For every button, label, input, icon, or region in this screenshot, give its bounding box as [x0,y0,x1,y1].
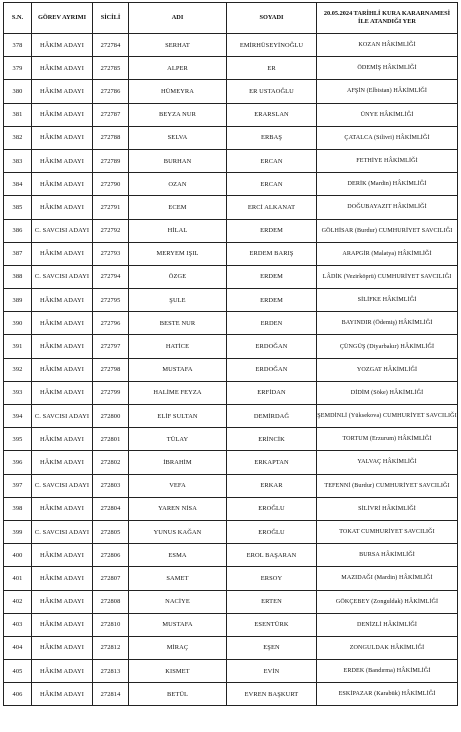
table-row [4,544,458,567]
cell-adi: YUNUS KAĞAN [129,520,227,543]
cell-sicili: 272810 [93,613,129,636]
cell-sn: 400 [4,544,32,567]
cell-soyadi: ERDEM [227,289,317,312]
cell-adi: ELİF SULTAN [129,405,227,428]
cell-atandigi-yer: YOZGAT HÂKİMLİĞİ [317,358,458,381]
cell-sn: 406 [4,683,32,706]
table-row [4,34,458,57]
cell-adi: ŞULE [129,289,227,312]
cell-adi: MERYEM IŞIL [129,242,227,265]
cell-sn: 389 [4,289,32,312]
cell-sicili: 272813 [93,660,129,683]
cell-adi: HATİCE [129,335,227,358]
cell-soyadi: ERDOĞAN [227,358,317,381]
header-sicili: SİCİLİ [93,3,129,34]
cell-gorev-ayrimi: C. SAVCISI ADAYI [32,219,93,242]
cell-sn: 381 [4,103,32,126]
cell-soyadi: EMİRHÜSEYİNOĞLU [227,34,317,57]
cell-soyadi: ERDEM [227,265,317,288]
table-row [4,636,458,659]
table-row [4,126,458,149]
cell-gorev-ayrimi: HÂKİM ADAYI [32,312,93,335]
cell-gorev-ayrimi: HÂKİM ADAYI [32,103,93,126]
cell-soyadi: EVREN BAŞKURT [227,683,317,706]
cell-adi: HİLAL [129,219,227,242]
cell-adi: TÜLAY [129,428,227,451]
table-row [4,242,458,265]
table-row [4,57,458,80]
cell-atandigi-yer: DERİK (Mardin) HÂKİMLİĞİ [317,173,458,196]
cell-atandigi-yer: TEFENNİ (Burdur) CUMHURİYET SAVCILIĞI [317,474,458,497]
cell-adi: SELVA [129,126,227,149]
cell-gorev-ayrimi: HÂKİM ADAYI [32,358,93,381]
cell-adi: BEYZA NUR [129,103,227,126]
cell-gorev-ayrimi: HÂKİM ADAYI [32,451,93,474]
table-row [4,613,458,636]
cell-adi: BESTE NUR [129,312,227,335]
cell-atandigi-yer: ÇATALCA (Silivri) HÂKİMLİĞİ [317,126,458,149]
cell-sicili: 272793 [93,242,129,265]
cell-atandigi-yer: YALVAÇ HÂKİMLİĞİ [317,451,458,474]
cell-sicili: 272787 [93,103,129,126]
cell-soyadi: ERKAPTAN [227,451,317,474]
cell-gorev-ayrimi: HÂKİM ADAYI [32,381,93,404]
cell-atandigi-yer: ESKİPAZAR (Karabük) HÂKİMLİĞİ [317,683,458,706]
header-gorev-ayrimi: GÖREV AYRIMI [32,3,93,34]
cell-sicili: 272791 [93,196,129,219]
cell-gorev-ayrimi: HÂKİM ADAYI [32,613,93,636]
cell-gorev-ayrimi: C. SAVCISI ADAYI [32,474,93,497]
cell-adi: ECEM [129,196,227,219]
cell-atandigi-yer: DENİZLİ HÂKİMLİĞİ [317,613,458,636]
cell-sn: 397 [4,474,32,497]
cell-sicili: 272788 [93,126,129,149]
cell-atandigi-yer: DOĞUBAYAZIT HÂKİMLİĞİ [317,196,458,219]
cell-atandigi-yer: GÖKÇEBEY (Zonguldak) HÂKİMLİĞİ [317,590,458,613]
cell-adi: HÜMEYRA [129,80,227,103]
cell-sn: 383 [4,149,32,172]
cell-gorev-ayrimi: HÂKİM ADAYI [32,567,93,590]
table-row [4,590,458,613]
cell-soyadi: EROĞLU [227,497,317,520]
cell-adi: NACİYE [129,590,227,613]
cell-atandigi-yer: BURSA HÂKİMLİĞİ [317,544,458,567]
cell-sicili: 272799 [93,381,129,404]
table-row [4,196,458,219]
cell-atandigi-yer: SİLİVRİ HÂKİMLİĞİ [317,497,458,520]
cell-sn: 401 [4,567,32,590]
cell-adi: MUSTAFA [129,613,227,636]
table-row [4,173,458,196]
cell-adi: VEFA [129,474,227,497]
cell-sn: 393 [4,381,32,404]
cell-soyadi: ERBAŞ [227,126,317,149]
table-row [4,474,458,497]
cell-soyadi: DEMİRDAĞ [227,405,317,428]
cell-atandigi-yer: AFŞİN (Elbistan) HÂKİMLİĞİ [317,80,458,103]
cell-soyadi: ERARSLAN [227,103,317,126]
table-row [4,405,458,428]
cell-gorev-ayrimi: C. SAVCISI ADAYI [32,405,93,428]
cell-soyadi: ERKAR [227,474,317,497]
table-row [4,219,458,242]
table-row [4,103,458,126]
cell-atandigi-yer: GÖLHİSAR (Burdur) CUMHURİYET SAVCILIĞI [317,219,458,242]
cell-adi: İBRAHİM [129,451,227,474]
cell-sn: 378 [4,34,32,57]
cell-sn: 403 [4,613,32,636]
cell-adi: HALİME FEYZA [129,381,227,404]
table-row [4,289,458,312]
cell-soyadi: ERDOĞAN [227,335,317,358]
cell-gorev-ayrimi: HÂKİM ADAYI [32,80,93,103]
table-row [4,428,458,451]
cell-sn: 380 [4,80,32,103]
cell-atandigi-yer: ZONGULDAK HÂKİMLİĞİ [317,636,458,659]
cell-soyadi: ERDEM BARIŞ [227,242,317,265]
cell-soyadi: ERCİ ALKANAT [227,196,317,219]
cell-gorev-ayrimi: HÂKİM ADAYI [32,57,93,80]
table-row [4,683,458,706]
table-header-row [4,3,458,34]
cell-sicili: 272806 [93,544,129,567]
table-body [4,34,458,706]
cell-soyadi: ERCAN [227,173,317,196]
cell-adi: MUSTAFA [129,358,227,381]
cell-sicili: 272804 [93,497,129,520]
cell-gorev-ayrimi: HÂKİM ADAYI [32,590,93,613]
cell-gorev-ayrimi: HÂKİM ADAYI [32,636,93,659]
table-row [4,358,458,381]
cell-atandigi-yer: ÖDEMİŞ HÂKİMLİĞİ [317,57,458,80]
cell-atandigi-yer: FETHİYE HÂKİMLİĞİ [317,149,458,172]
cell-adi: ÖZGE [129,265,227,288]
cell-soyadi: ERDEM [227,219,317,242]
cell-sn: 386 [4,219,32,242]
cell-sn: 392 [4,358,32,381]
cell-adi: SAMET [129,567,227,590]
cell-sicili: 272814 [93,683,129,706]
header-soyadi: SOYADI [227,3,317,34]
cell-sn: 382 [4,126,32,149]
cell-sn: 395 [4,428,32,451]
cell-gorev-ayrimi: HÂKİM ADAYI [32,428,93,451]
cell-sn: 396 [4,451,32,474]
cell-soyadi: ERTEN [227,590,317,613]
cell-gorev-ayrimi: C. SAVCISI ADAYI [32,520,93,543]
cell-sicili: 272795 [93,289,129,312]
cell-atandigi-yer: KOZAN HÂKİMLİĞİ [317,34,458,57]
cell-sn: 387 [4,242,32,265]
cell-sicili: 272790 [93,173,129,196]
cell-atandigi-yer: ÜNYE HÂKİMLİĞİ [317,103,458,126]
cell-sicili: 272786 [93,80,129,103]
cell-sicili: 272807 [93,567,129,590]
cell-sicili: 272803 [93,474,129,497]
cell-sicili: 272798 [93,358,129,381]
cell-adi: OZAN [129,173,227,196]
cell-sn: 379 [4,57,32,80]
cell-soyadi: EROĞLU [227,520,317,543]
cell-sicili: 272805 [93,520,129,543]
cell-atandigi-yer: DİDİM (Söke) HÂKİMLİĞİ [317,381,458,404]
cell-atandigi-yer: TOKAT CUMHURİYET SAVCILIĞI [317,520,458,543]
cell-sn: 385 [4,196,32,219]
cell-adi: BETÜL [129,683,227,706]
cell-gorev-ayrimi: HÂKİM ADAYI [32,242,93,265]
cell-atandigi-yer: ERDEK (Bandırma) HÂKİMLİĞİ [317,660,458,683]
cell-soyadi: ERİNCİK [227,428,317,451]
cell-sn: 384 [4,173,32,196]
cell-sn: 398 [4,497,32,520]
cell-gorev-ayrimi: HÂKİM ADAYI [32,683,93,706]
cell-sicili: 272802 [93,451,129,474]
cell-adi: BURHAN [129,149,227,172]
cell-gorev-ayrimi: HÂKİM ADAYI [32,497,93,520]
cell-atandigi-yer: BAYINDIR (Ödemiş) HÂKİMLİĞİ [317,312,458,335]
cell-gorev-ayrimi: C. SAVCISI ADAYI [32,265,93,288]
cell-sicili: 272784 [93,34,129,57]
cell-soyadi: EŞEN [227,636,317,659]
cell-atandigi-yer: ŞEMDİNLİ (Yüksekova) CUMHURİYET SAVCILIĞI [317,405,458,428]
table-row [4,80,458,103]
cell-soyadi: EVİN [227,660,317,683]
cell-soyadi: ER [227,57,317,80]
cell-soyadi: EROL BAŞARAN [227,544,317,567]
cell-atandigi-yer: TORTUM (Erzurum) HÂKİMLİĞİ [317,428,458,451]
cell-sicili: 272800 [93,405,129,428]
table-row [4,265,458,288]
assignment-table-container [3,2,457,706]
cell-sn: 388 [4,265,32,288]
cell-sicili: 272785 [93,57,129,80]
cell-sn: 390 [4,312,32,335]
cell-atandigi-yer: MAZIDAĞI (Mardin) HÂKİMLİĞİ [317,567,458,590]
cell-adi: ALPER [129,57,227,80]
cell-sicili: 272808 [93,590,129,613]
cell-sicili: 272794 [93,265,129,288]
header-atandigi-yer: 20.05.2024 TARİHLİ KURA KARARNAMESİ İLE ATANDIĞI YER [317,3,458,34]
cell-sn: 404 [4,636,32,659]
table-row [4,381,458,404]
cell-soyadi: ESENTÜRK [227,613,317,636]
table-row [4,335,458,358]
cell-sn: 394 [4,405,32,428]
cell-adi: SERHAT [129,34,227,57]
cell-sn: 402 [4,590,32,613]
cell-adi: KISMET [129,660,227,683]
cell-sicili: 272812 [93,636,129,659]
cell-soyadi: ERFİDAN [227,381,317,404]
table-row [4,567,458,590]
cell-gorev-ayrimi: HÂKİM ADAYI [32,289,93,312]
cell-adi: MİRAÇ [129,636,227,659]
cell-soyadi: ERDEN [227,312,317,335]
cell-soyadi: ERSOY [227,567,317,590]
assignment-table [3,2,458,706]
cell-sicili: 272792 [93,219,129,242]
cell-sicili: 272789 [93,149,129,172]
cell-adi: YAREN NİSA [129,497,227,520]
header-adi: ADI [129,3,227,34]
table-row [4,149,458,172]
cell-soyadi: ER USTAOĞLU [227,80,317,103]
cell-sn: 391 [4,335,32,358]
cell-sicili: 272801 [93,428,129,451]
cell-gorev-ayrimi: HÂKİM ADAYI [32,34,93,57]
cell-gorev-ayrimi: HÂKİM ADAYI [32,544,93,567]
cell-sn: 399 [4,520,32,543]
cell-gorev-ayrimi: HÂKİM ADAYI [32,335,93,358]
cell-atandigi-yer: LÂDİK (Vezirköprü) CUMHURİYET SAVCILIĞI [317,265,458,288]
cell-gorev-ayrimi: HÂKİM ADAYI [32,149,93,172]
cell-soyadi: ERCAN [227,149,317,172]
table-row [4,520,458,543]
cell-gorev-ayrimi: HÂKİM ADAYI [32,173,93,196]
cell-atandigi-yer: SİLİFKE HÂKİMLİĞİ [317,289,458,312]
cell-gorev-ayrimi: HÂKİM ADAYI [32,196,93,219]
cell-sn: 405 [4,660,32,683]
cell-atandigi-yer: ARAPGİR (Malatya) HÂKİMLİĞİ [317,242,458,265]
table-row [4,497,458,520]
header-sn: S.N. [4,3,32,34]
cell-gorev-ayrimi: HÂKİM ADAYI [32,126,93,149]
cell-sicili: 272796 [93,312,129,335]
table-row [4,312,458,335]
cell-adi: ESMA [129,544,227,567]
table-row [4,451,458,474]
cell-atandigi-yer: ÇÜNGÜŞ (Diyarbakır) HÂKİMLİĞİ [317,335,458,358]
cell-gorev-ayrimi: HÂKİM ADAYI [32,660,93,683]
cell-sicili: 272797 [93,335,129,358]
table-row [4,660,458,683]
